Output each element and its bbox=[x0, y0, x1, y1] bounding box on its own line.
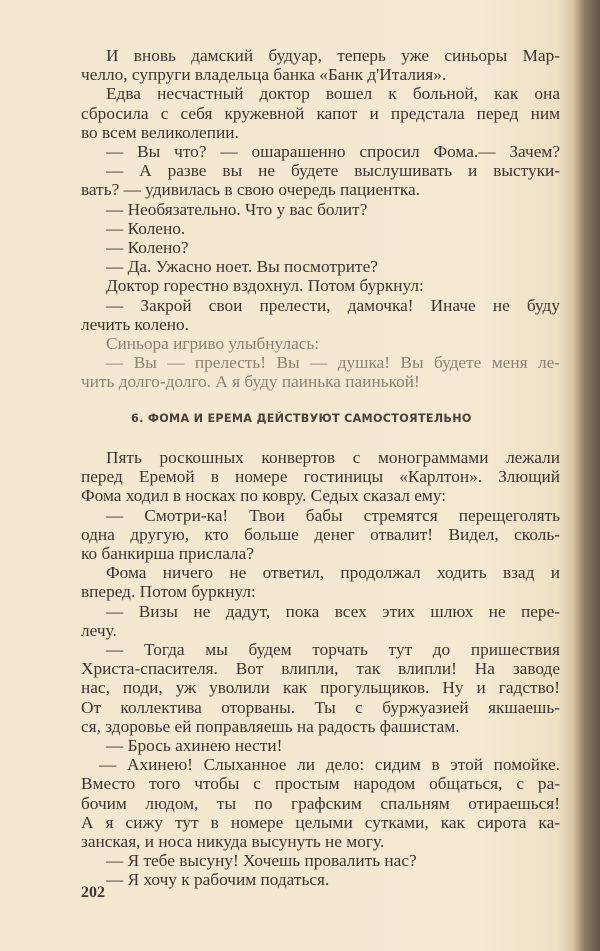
text-line: — Смотри-ка! Твои бабы стремятся перещеголять bbox=[106, 506, 560, 525]
text-line: От коллектива оторваны. Ты с буржуазией якшаешь- bbox=[81, 698, 560, 717]
text-line: ся, здоровье ей поправляешь на радость фашистам. bbox=[81, 717, 460, 736]
text-line: Пять роскошных конвертов с монограммами лежали bbox=[106, 448, 560, 467]
text-line: вать? — удивилась в свою очередь пациентка. bbox=[81, 180, 421, 199]
text-line: ко банкирша прислала? bbox=[81, 544, 254, 563]
text-line: — Колено? bbox=[106, 238, 189, 257]
text-line: Синьора игриво улыбнулась: bbox=[106, 334, 320, 353]
page-number: 202 bbox=[81, 884, 105, 901]
text-line: челло, супруги владельца банка «Банк д'Италия». bbox=[81, 65, 447, 84]
text-line: — Я тебе высуну! Хочешь провалить нас? bbox=[106, 851, 417, 870]
text-line: Фома ходил в носках по ковру. Седых сказал ему: bbox=[81, 486, 447, 505]
text-line: — Да. Ужасно ноет. Вы посмотрите? bbox=[106, 257, 378, 276]
text-line: — Вы — прелесть! Вы — душка! Вы будете меня ле- bbox=[106, 353, 560, 372]
text-line: перед Еремой в номере гостиницы «Карлтон». Злющий bbox=[81, 467, 560, 486]
text-line: во всем великолепии. bbox=[81, 123, 239, 142]
text-line: Фома ничего не ответил, продолжал ходить взад и bbox=[106, 563, 560, 582]
text-line: сбросила с себя кружевной капот и предстала перед ним bbox=[81, 104, 560, 123]
text-line: — Брось ахинею нести! bbox=[106, 736, 283, 755]
text-line: Доктор горестно вздохнул. Потом буркнул: bbox=[106, 276, 424, 295]
text-line: бочим людом, ты по графским спальням отираешься! bbox=[81, 794, 560, 813]
text-line: И вновь дамский будуар, теперь уже синьоры Мар- bbox=[106, 46, 560, 65]
text-line: Вместо того чтобы с простым народом общаться, с ра- bbox=[81, 774, 560, 793]
text-line: нас, поди, уж уволили как прогульщиков. Ну и гадство! bbox=[81, 678, 560, 697]
text-line: — Колено. bbox=[106, 219, 186, 238]
text-line: лечу. bbox=[81, 621, 117, 640]
text-line: чить долго-долго. А я буду паинька паинькой! bbox=[81, 372, 420, 391]
text-line: — А разве вы не будете выслушивать и выстуки- bbox=[106, 161, 560, 180]
text-line: занская, и носа никуда высунуть не могу. bbox=[81, 832, 385, 851]
text-line: одна другую, кто больше денег отвалит! Видел, сколь- bbox=[81, 525, 560, 544]
text-line: Едва несчастный доктор вошел к больной, как она bbox=[106, 84, 560, 103]
text-line: Христа-спасителя. Вот влипли, так влипли! На заводе bbox=[81, 659, 560, 678]
text-line: — Ахинею! Слыханное ли дело: сидим в этой помойке. bbox=[99, 755, 560, 774]
text-line: — Вы что? — ошарашенно спросил Фома.— Зачем? bbox=[106, 142, 560, 161]
text-line: вперед. Потом буркнул: bbox=[81, 582, 256, 601]
text-line: — Закрой свои прелести, дамочка! Иначе не буду bbox=[106, 296, 560, 315]
text-line: — Необязательно. Что у вас болит? bbox=[106, 200, 368, 219]
chapter-heading: 6. ФОМА И ЕРЕМА ДЕЙСТВУЮТ САМОСТОЯТЕЛЬНО bbox=[131, 412, 472, 425]
text-line: — Я хочу к рабочим податься. bbox=[106, 870, 330, 889]
text-line: — Тогда мы будем торчать тут до пришествия bbox=[106, 640, 560, 659]
text-line: лечить колено. bbox=[81, 315, 189, 334]
text-line: А я сижу тут в номере целыми сутками, как сирота ка- bbox=[81, 813, 560, 832]
text-line: — Визы не дадут, пока всех этих шлюх не пере- bbox=[106, 602, 560, 621]
